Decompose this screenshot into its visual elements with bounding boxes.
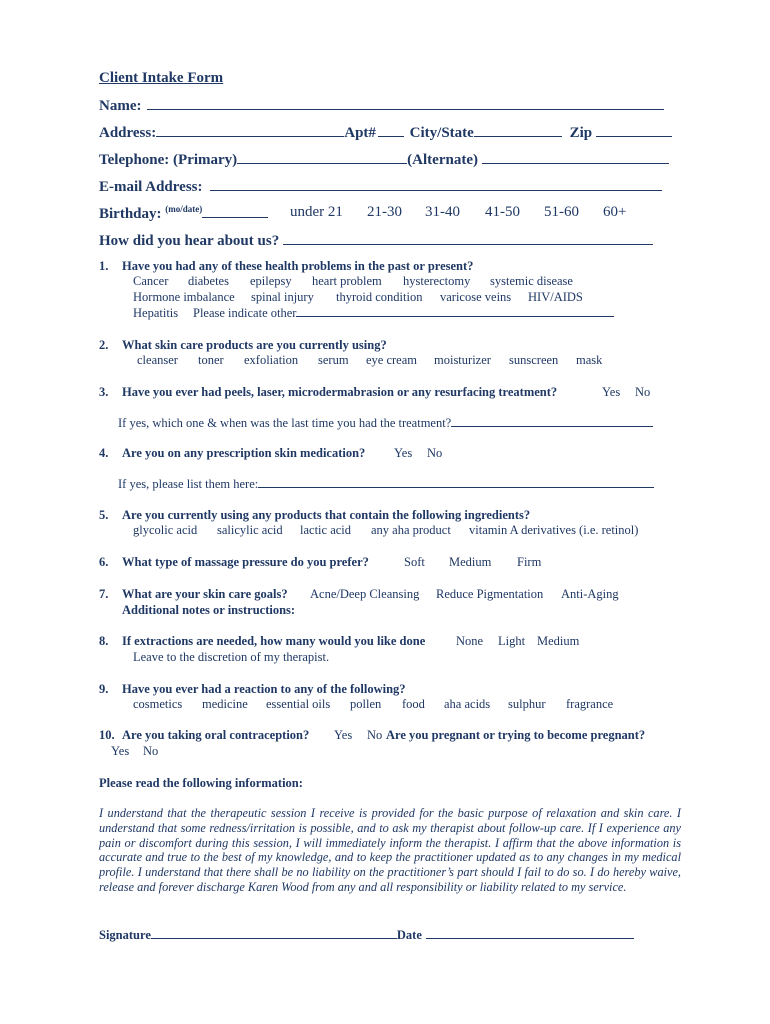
- name-field[interactable]: [99, 97, 664, 115]
- q7-option[interactable]: Reduce Pigmentation: [436, 587, 544, 601]
- q8-text: If extractions are needed, how many would you like done: [122, 634, 426, 648]
- apt-label: Apt#: [344, 125, 376, 141]
- q8-number: 8.: [99, 634, 109, 648]
- q6-text: What type of massage pressure do you prefer?: [122, 555, 369, 569]
- q9-text: Have you ever had a reaction to any of the following?: [122, 682, 406, 696]
- signature-row[interactable]: [99, 926, 634, 943]
- q10-yes[interactable]: Yes: [334, 728, 353, 742]
- age-range-60-plus[interactable]: 60+: [603, 204, 627, 220]
- q1-option[interactable]: spinal injury: [251, 290, 314, 304]
- q1-option[interactable]: thyroid condition: [336, 290, 423, 304]
- q10-text: Are you taking oral contraception?: [122, 728, 310, 742]
- birthday-format: (mo/date): [165, 204, 203, 214]
- hear-about-field[interactable]: [99, 232, 653, 250]
- date-label: Date: [396, 928, 422, 942]
- q8-option[interactable]: None: [456, 634, 484, 648]
- zip-label: Zip: [569, 125, 593, 141]
- q4-yes[interactable]: Yes: [394, 446, 413, 460]
- q6-option[interactable]: Firm: [517, 555, 542, 569]
- q2-option[interactable]: eye cream: [366, 353, 418, 367]
- q3-followup[interactable]: [118, 416, 653, 431]
- q2-option[interactable]: toner: [198, 353, 224, 367]
- q1-option[interactable]: diabetes: [188, 274, 229, 288]
- disclaimer-paragraph: I understand that the therapeutic session I receive is provided for the basic purpose of relaxation and skin care. I understand that some redness/irritation is possible, and to ask my therapist about follow-up care. If I experience any pain or discomfort during this session, I will immediately inform the therapist. I affirm that the above information is accurate and true to the best of my knowledge, and to keep the practitioner updated as to any changes in my medical profile. I understand that there shall be no liability on the practitioner’s part should I fail to do so. I do hereby waive, release and forever discharge Karen Wood from any and all responsibility or liability related to my service.: [99, 806, 681, 894]
- email-label: E-mail Address:: [99, 179, 203, 195]
- address-row[interactable]: [99, 124, 672, 142]
- q3-number: 3.: [99, 385, 109, 399]
- q10-pregnant-no[interactable]: No: [143, 744, 159, 758]
- q5-option[interactable]: vitamin A derivatives (i.e. retinol): [469, 523, 639, 537]
- age-range-51-60[interactable]: 51-60: [544, 204, 579, 220]
- hear-about-label: How did you hear about us?: [99, 233, 280, 249]
- telephone-alternate-label: (Alternate): [407, 152, 478, 168]
- q1-option[interactable]: Hepatitis: [133, 306, 179, 320]
- q10-pregnant-text: Are you pregnant or trying to become pregnant?: [386, 728, 646, 742]
- telephone-row[interactable]: [99, 151, 669, 169]
- q9-option[interactable]: cosmetics: [133, 697, 183, 711]
- q5-option[interactable]: glycolic acid: [133, 523, 198, 537]
- q9-option[interactable]: pollen: [350, 697, 382, 711]
- telephone-primary-label: Telephone: (Primary): [99, 152, 238, 168]
- q7-option[interactable]: Anti-Aging: [561, 587, 619, 601]
- q7-option[interactable]: Acne/Deep Cleansing: [310, 587, 420, 601]
- q6-option[interactable]: Soft: [404, 555, 425, 569]
- q10-pregnant-yes[interactable]: Yes: [111, 744, 130, 758]
- q9-option[interactable]: fragrance: [566, 697, 614, 711]
- q1-option[interactable]: epilepsy: [250, 274, 292, 288]
- q6-option[interactable]: Medium: [449, 555, 492, 569]
- q9-option[interactable]: food: [402, 697, 425, 711]
- name-label: Name:: [99, 98, 142, 114]
- q9-option[interactable]: medicine: [202, 697, 248, 711]
- q2-number: 2.: [99, 338, 109, 352]
- q5-option[interactable]: any aha product: [371, 523, 451, 537]
- q4-number: 4.: [99, 446, 109, 460]
- q1-other-label: Please indicate other: [193, 306, 297, 320]
- q3-followup-label: If yes, which one & when was the last time you had the treatment?: [118, 416, 452, 430]
- q9-option[interactable]: sulphur: [508, 697, 546, 711]
- q1-option[interactable]: Hormone imbalance: [133, 290, 235, 304]
- q2-option[interactable]: exfoliation: [244, 353, 299, 367]
- q10-number: 10.: [99, 728, 115, 742]
- q4-followup[interactable]: [118, 477, 654, 492]
- age-range-21-30[interactable]: 21-30: [367, 204, 402, 220]
- q5-option[interactable]: lactic acid: [300, 523, 352, 537]
- q2-text: What skin care products are you currently using?: [122, 338, 387, 352]
- signature-label: Signature: [99, 928, 151, 942]
- q9-option[interactable]: aha acids: [444, 697, 491, 711]
- address-label: Address:: [99, 125, 157, 141]
- q4-no[interactable]: No: [427, 446, 443, 460]
- age-range-31-40[interactable]: 31-40: [425, 204, 460, 220]
- age-range-41-50[interactable]: 41-50: [485, 204, 520, 220]
- q5-text: Are you currently using any products that contain the following ingredients?: [122, 508, 531, 522]
- q7-number: 7.: [99, 587, 109, 601]
- q3-text: Have you ever had peels, laser, microdermabrasion or any resurfacing treatment?: [122, 385, 558, 399]
- q1-option[interactable]: heart problem: [312, 274, 382, 288]
- q8-option[interactable]: Light: [498, 634, 526, 648]
- q7-notes-label: Additional notes or instructions:: [122, 603, 296, 617]
- q4-text: Are you on any prescription skin medication?: [122, 446, 366, 460]
- q5-option[interactable]: salicylic acid: [217, 523, 283, 537]
- q3-yes[interactable]: Yes: [602, 385, 621, 399]
- q1-option[interactable]: varicose veins: [440, 290, 512, 304]
- q1-other[interactable]: [193, 306, 614, 321]
- q9-number: 9.: [99, 682, 109, 696]
- birthday-field[interactable]: [99, 204, 268, 223]
- q2-option[interactable]: sunscreen: [509, 353, 559, 367]
- q1-option[interactable]: HIV/AIDS: [528, 290, 583, 304]
- q1-option[interactable]: Cancer: [133, 274, 169, 288]
- q2-option[interactable]: mask: [576, 353, 603, 367]
- q2-option[interactable]: serum: [318, 353, 349, 367]
- q3-no[interactable]: No: [635, 385, 651, 399]
- q1-option[interactable]: systemic disease: [490, 274, 573, 288]
- email-field[interactable]: [99, 178, 662, 196]
- page-title: Client Intake Form: [99, 70, 224, 86]
- q1-number: 1.: [99, 259, 109, 273]
- q2-option[interactable]: moisturizer: [434, 353, 491, 367]
- birthday-label: Birthday:: [99, 206, 162, 222]
- q4-followup-label: If yes, please list them here:: [118, 477, 259, 491]
- q8-followup[interactable]: Leave to the discretion of my therapist.: [133, 650, 330, 664]
- q8-option[interactable]: Medium: [537, 634, 580, 648]
- q5-number: 5.: [99, 508, 109, 522]
- q2-option[interactable]: cleanser: [137, 353, 178, 367]
- read-heading: Please read the following information:: [99, 776, 303, 790]
- q1-option[interactable]: hysterectomy: [403, 274, 471, 288]
- q6-number: 6.: [99, 555, 109, 569]
- q10-no[interactable]: No: [367, 728, 383, 742]
- q1-text: Have you had any of these health problems in the past or present?: [122, 259, 474, 273]
- city-state-label: City/State: [409, 125, 474, 141]
- q7-text: What are your skin care goals?: [122, 587, 288, 601]
- age-range-under21[interactable]: under 21: [290, 204, 343, 220]
- q9-option[interactable]: essential oils: [266, 697, 331, 711]
